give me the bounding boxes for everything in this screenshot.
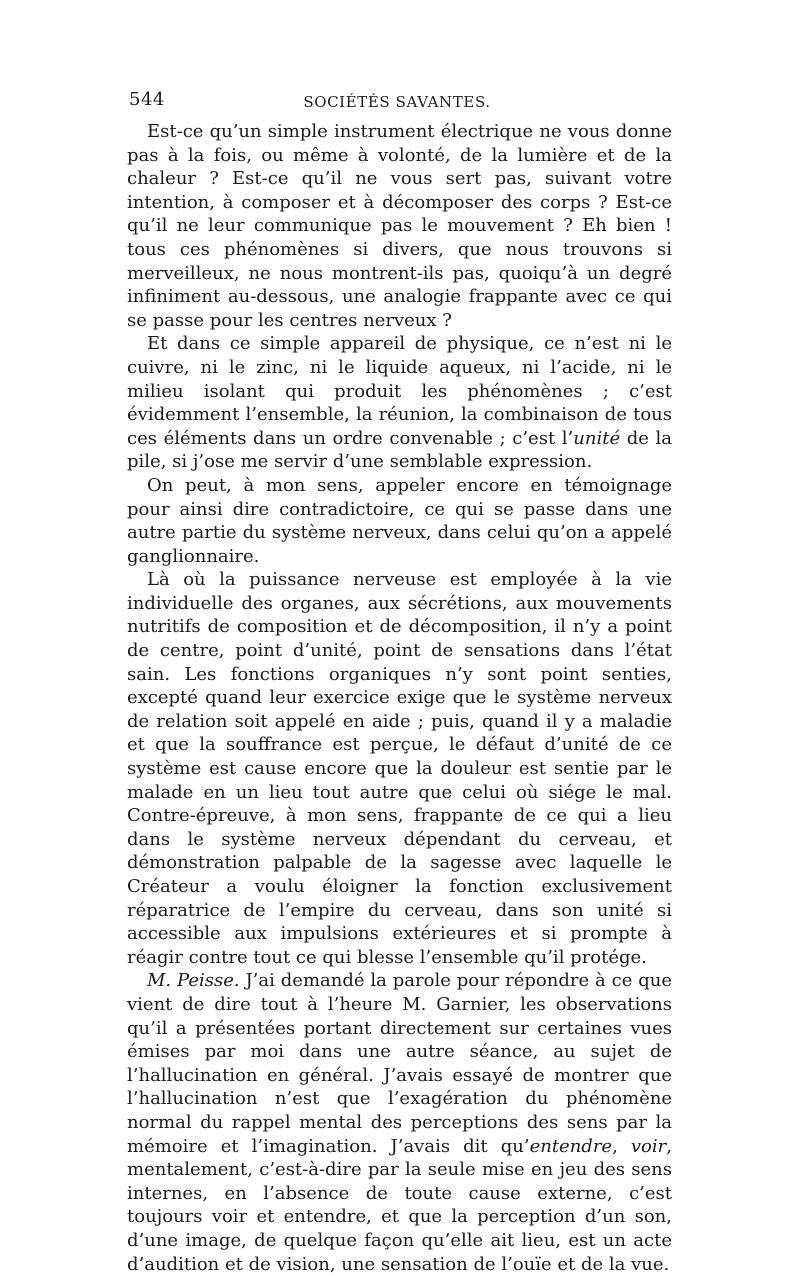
paragraph-5-text-a: J’ai demandé la parole pour répondre à ce que vient de dire tout à l’heure M. Garnier, les observations qu’il a présentées portant directement sur certaines vues émises par moi dans une autre séance, au sujet de l’hallucination en général. J’avais essayé de montrer que l’hallucination n’est que l’exagération du phénomène normal du rappel mental des perceptions des sens par la mémoire et l’imagination. J’avais dit qu’ <box>127 970 672 1157</box>
italic-entendre: entendre <box>529 1135 613 1157</box>
paragraph-5-text-b: , <box>612 1135 631 1157</box>
page-header <box>127 88 672 120</box>
paragraph-2 <box>127 332 672 474</box>
paragraph-2-text-a: Et dans ce simple appareil de physique, ce n’est ni le cuivre, ni le zinc, ni le liquide aqueux, ni l’acide, ni le milieu isolant qui produit les phénomènes ; c’est évidemment l’ensemble, la réunion, la combinaison de tous ces éléments dans un ordre convenable ; c’est l’ <box>127 333 672 449</box>
italic-voir: voir <box>630 1135 667 1157</box>
page-number: 544 <box>129 89 165 110</box>
paragraph-1: Est-ce qu’un simple instrument électrique ne vous donne pas à la fois, ou même à volonté, de la lumière et de la chaleur ? Est-ce qu’il ne vous sert pas, suivant votre intention, à composer et à décomposer des corps ? Est-ce qu’il ne leur communique pas le mouvement ? Eh bien ! tous ces phénomènes si divers, que nous trouvons si merveilleux, ne nous montrent-ils pas, quoiqu’à un degré infiniment au-dessous, une analogie frappante avec ce qui se passe pour les centres nerveux ? <box>127 121 672 331</box>
paragraph-5-text-c: , mentalement, c’est-à-dire par la seule mise en jeu des sens internes, en l’absence de toute cause externe, c’est toujours voir et entendre, et que la perception d’un son, d’une image, de quelque façon qu’elle ait lieu, est un acte d’audition et de vision, une sensation de l’ouïe et de la vue. <box>127 1135 672 1275</box>
speaker-name: M. Peisse. <box>147 970 240 992</box>
paragraph-4: Là où la puissance nerveuse est employée à la vie individuelle des organes, aux sécrétions, aux mouvements nutritifs de composition et de décomposition, il n’y a point de centre, point d’unité, point de sensations dans l’état sain. Les fonctions organiques n’y sont point senties, excepté quand leur exercice exige que le système nerveux de relation soit appelé en aide ; puis, quand il y a maladie et que la souffrance est perçue, le défaut d’unité de ce système est cause encore que la douleur est sentie par le malade en un lieu tout autre que celui où siége le mal. Contre-épreuve, à mon sens, frappante de ce qui a lieu dans le système nerveux dépendant du cerveau, et démonstration palpable de la sagesse avec laquelle le Créateur a voulu éloigner la fonction exclusivement réparatrice de l’empire du cerveau, dans son unité si accessible aux impulsions extérieures et si prompte à réagir contre tout ce qui blesse l’ensemble qu’il protége. <box>127 569 672 968</box>
body-text <box>127 120 672 1276</box>
paragraph-3: On peut, à mon sens, appeler encore en témoignage pour ainsi dire contradictoire, ce qui se passe dans une autre partie du système nerveux, dans celui qu’on a appelé ganglionnaire. <box>127 474 672 567</box>
paragraph-2-italic-unite: unité <box>573 427 621 449</box>
book-page <box>127 88 672 1276</box>
paragraph-5 <box>127 969 672 1276</box>
paragraph-2-text-b: de la pile, si j’ose me servir d’une semblable expression. <box>127 427 673 473</box>
running-title: SOCIÉTÉS SAVANTES. <box>303 93 491 111</box>
